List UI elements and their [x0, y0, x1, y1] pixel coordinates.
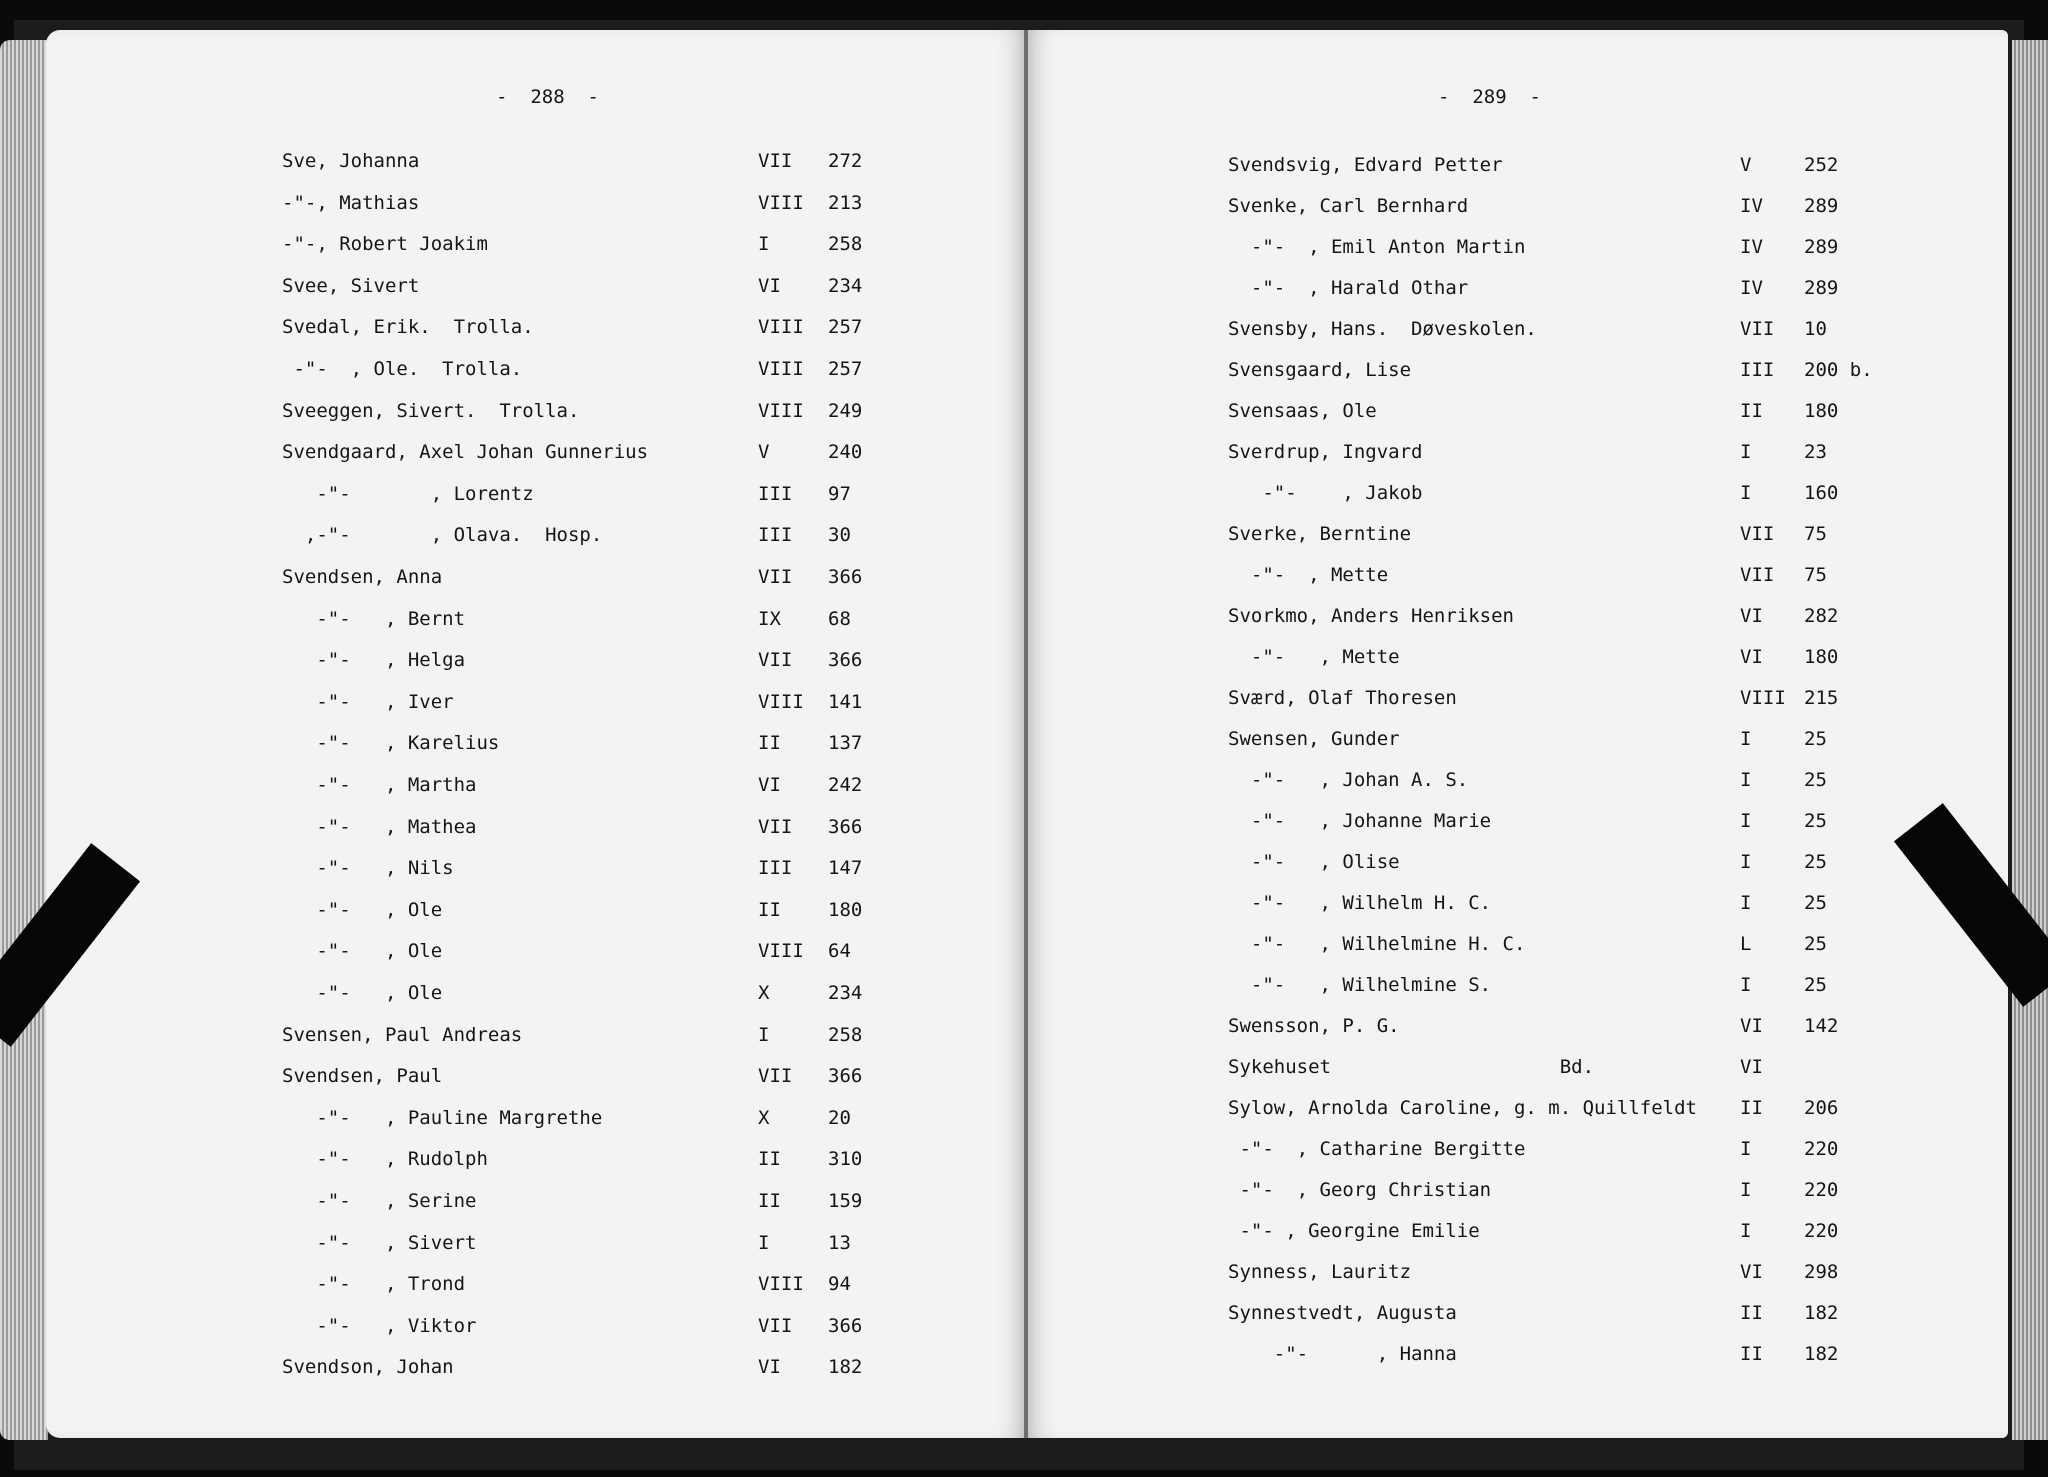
- entry-volume: IV: [1740, 236, 1763, 258]
- entry-page: 64: [828, 940, 851, 963]
- index-entry: [282, 772, 982, 798]
- entry-volume: VIII: [1740, 687, 1786, 709]
- entry-volume: VII: [758, 150, 793, 172]
- entry-page: 10: [1804, 318, 1827, 340]
- entry-volume: VI: [758, 1356, 781, 1379]
- entry-volume: VI: [1740, 605, 1763, 627]
- index-entry: [1228, 1341, 1968, 1367]
- entry-page: 206: [1804, 1097, 1839, 1119]
- entry-page: 25: [1804, 933, 1827, 955]
- entry-name: -"- , Karelius: [282, 732, 500, 755]
- index-entry: [1228, 767, 1968, 793]
- entry-page: 220: [1804, 1220, 1839, 1242]
- entry-volume: VII: [758, 649, 793, 672]
- entry-page: 240: [828, 441, 863, 464]
- entry-page: 137: [828, 732, 863, 755]
- entry-volume: I: [758, 1231, 770, 1254]
- entry-volume: II: [758, 732, 781, 755]
- right-page: [1028, 30, 2008, 1438]
- entry-name: -"- , Wilhelmine S.: [1228, 974, 1492, 996]
- entry-name: -"- , Georg Christian: [1228, 1179, 1492, 1201]
- entry-name: ,-"- , Olava. Hosp.: [282, 524, 603, 547]
- entry-page: 310: [828, 1148, 863, 1171]
- entry-volume: VI: [1740, 1261, 1763, 1283]
- entry-page: 200 b.: [1804, 359, 1873, 381]
- entry-volume: IV: [1740, 277, 1763, 299]
- entry-page: 75: [1804, 564, 1827, 586]
- entry-name: -"- , Johanne Marie: [1228, 810, 1492, 832]
- entry-name: Synness, Lauritz: [1228, 1261, 1412, 1283]
- entry-page: 147: [828, 857, 863, 880]
- entry-name: -"- , Rudolph: [282, 1148, 488, 1171]
- index-entry: [282, 730, 982, 756]
- entry-page: 272: [828, 150, 863, 172]
- entry-volume: I: [1740, 810, 1752, 832]
- index-entry: [282, 439, 982, 465]
- entry-page: 13: [828, 1231, 851, 1254]
- entry-volume: VIII: [758, 1273, 804, 1296]
- entry-name: -"- , Mette: [1228, 646, 1400, 668]
- entry-name: Svenke, Carl Bernhard: [1228, 195, 1469, 217]
- entry-name: Sverke, Berntine: [1228, 523, 1412, 545]
- index-entry: [1228, 931, 1968, 957]
- index-entry: [1228, 685, 1968, 711]
- entry-page: 25: [1804, 769, 1827, 791]
- entry-name: -"- , Wilhelmine H. C.: [1228, 933, 1526, 955]
- entry-page: 97: [828, 482, 851, 505]
- index-entry: [282, 980, 982, 1006]
- index-entry: [1228, 849, 1968, 875]
- index-entry: [1228, 972, 1968, 998]
- entry-volume: VI: [1740, 1056, 1763, 1078]
- entry-page: 94: [828, 1273, 851, 1296]
- entry-volume: VII: [758, 1065, 793, 1088]
- entry-volume: II: [758, 898, 781, 921]
- index-entry: [1228, 1136, 1968, 1162]
- index-entry: [1228, 1300, 1968, 1326]
- entry-page: 25: [1804, 851, 1827, 873]
- entry-name: -"-, Mathias: [282, 191, 420, 214]
- index-entry: [1228, 562, 1968, 588]
- entry-name: -"- , Pauline Margrethe: [282, 1106, 603, 1129]
- page-number: - 289 -: [1438, 86, 1541, 108]
- page-edges-right: [2012, 40, 2048, 1440]
- entry-volume: VII: [1740, 564, 1775, 586]
- entry-name: -"- , Johan A. S.: [1228, 769, 1469, 791]
- index-entry: [1228, 808, 1968, 834]
- entry-page: 366: [828, 1314, 863, 1337]
- entry-name: -"- , Catharine Bergitte: [1228, 1138, 1526, 1160]
- entry-volume: IV: [1740, 195, 1763, 217]
- entry-volume: L: [1740, 933, 1752, 955]
- entry-name: -"- , Nils: [282, 857, 454, 880]
- entry-volume: I: [1740, 769, 1752, 791]
- entry-page: 25: [1804, 974, 1827, 996]
- entry-volume: VIII: [758, 690, 804, 713]
- entry-name: -"- , Lorentz: [282, 482, 534, 505]
- entry-page: 25: [1804, 728, 1827, 750]
- index-entry: [1228, 644, 1968, 670]
- index-entry: [282, 564, 982, 590]
- entry-page: 234: [828, 982, 863, 1004]
- index-entry: [1228, 193, 1968, 219]
- index-entry: [1228, 439, 1968, 465]
- entry-page: 258: [828, 233, 863, 256]
- entry-page: 182: [1804, 1343, 1839, 1365]
- entry-name: Sykehuset Bd.: [1228, 1056, 1595, 1078]
- entry-name: Svendgaard, Axel Johan Gunnerius: [282, 441, 649, 464]
- entry-name: Sveeggen, Sivert. Trolla.: [282, 399, 580, 422]
- entry-page: 182: [828, 1356, 863, 1379]
- entry-name: -"- , Helga: [282, 649, 466, 672]
- entry-name: Svendsen, Paul: [282, 1065, 443, 1088]
- entry-name: Synnestvedt, Augusta: [1228, 1302, 1457, 1324]
- entry-page: 159: [828, 1190, 863, 1212]
- entry-page: 141: [828, 690, 863, 713]
- index-entry: [282, 1105, 982, 1131]
- entry-page: 215: [1804, 687, 1839, 709]
- index-entry: [1228, 1177, 1968, 1203]
- entry-volume: VI: [1740, 1015, 1763, 1037]
- index-entry: [282, 148, 982, 174]
- index-entry: [1228, 603, 1968, 629]
- index-entry: [1228, 275, 1968, 301]
- entry-page: 180: [1804, 646, 1839, 668]
- entry-volume: I: [1740, 482, 1752, 504]
- entry-page: 366: [828, 1065, 863, 1088]
- entry-name: Svensen, Paul Andreas: [282, 1023, 523, 1046]
- entry-volume: I: [758, 233, 770, 256]
- entry-name: -"- , Sivert: [282, 1231, 477, 1254]
- entry-page: 68: [828, 607, 851, 630]
- entry-volume: I: [758, 1023, 770, 1046]
- index-entry: [282, 855, 982, 881]
- entry-name: -"- , Bernt: [282, 607, 466, 630]
- entry-volume: I: [1740, 1179, 1752, 1201]
- entry-volume: X: [758, 982, 770, 1004]
- index-entry: [282, 814, 982, 840]
- index-entry: [1228, 480, 1968, 506]
- entry-page: 298: [1804, 1261, 1839, 1283]
- entry-name: Svendsen, Anna: [282, 566, 443, 588]
- index-entry: [1228, 1218, 1968, 1244]
- entry-name: Svensaas, Ole: [1228, 400, 1377, 422]
- entry-volume: VIII: [758, 358, 804, 380]
- index-entry: [1228, 398, 1968, 424]
- index-entry: [282, 1271, 982, 1297]
- index-entry: [282, 1230, 982, 1256]
- entry-page: 75: [1804, 523, 1827, 545]
- entry-page: 282: [1804, 605, 1839, 627]
- left-page: [46, 30, 1024, 1438]
- entry-name: Svensby, Hans. Døveskolen.: [1228, 318, 1537, 340]
- index-entry: [1228, 1054, 1968, 1080]
- index-entry: [282, 522, 982, 548]
- entry-page: 366: [828, 815, 863, 838]
- entry-name: -"- , Ole. Trolla.: [282, 358, 523, 380]
- entry-page: 23: [1804, 441, 1827, 463]
- entry-page: 289: [1804, 277, 1839, 299]
- entry-volume: II: [758, 1190, 781, 1212]
- entry-volume: III: [758, 857, 793, 880]
- entry-volume: I: [1740, 974, 1752, 996]
- entry-volume: II: [1740, 400, 1763, 422]
- entry-volume: VII: [758, 1314, 793, 1337]
- entry-name: Swensen, Gunder: [1228, 728, 1400, 750]
- index-entry: [1228, 1095, 1968, 1121]
- entry-name: Sværd, Olaf Thoresen: [1228, 687, 1457, 709]
- entry-page: 142: [1804, 1015, 1839, 1037]
- entry-name: -"- , Ole: [282, 898, 443, 921]
- index-entry: [282, 1313, 982, 1339]
- entry-volume: V: [1740, 154, 1752, 176]
- entry-volume: VI: [758, 274, 781, 297]
- entry-page: 289: [1804, 195, 1839, 217]
- entry-name: Svendson, Johan: [282, 1356, 454, 1379]
- entry-volume: I: [1740, 441, 1752, 463]
- index-entry: [1228, 1013, 1968, 1039]
- index-entry: [282, 190, 982, 216]
- entry-name: -"- , Martha: [282, 774, 477, 796]
- index-entry: [282, 398, 982, 424]
- entry-volume: I: [1740, 728, 1752, 750]
- entry-volume: III: [1740, 359, 1775, 381]
- index-entry: [1228, 316, 1968, 342]
- entry-page: 213: [828, 191, 863, 214]
- entry-volume: III: [758, 524, 793, 547]
- entry-volume: I: [1740, 892, 1752, 914]
- entry-name: -"- , Hanna: [1228, 1343, 1457, 1365]
- index-entry: [282, 356, 982, 382]
- entry-page: 257: [828, 358, 863, 380]
- entry-volume: I: [1740, 1138, 1752, 1160]
- entry-volume: IX: [758, 607, 781, 630]
- entry-volume: VIII: [758, 191, 804, 214]
- index-entry: [282, 314, 982, 340]
- entry-name: -"- , Georgine Emilie: [1228, 1220, 1480, 1242]
- index-entry: [282, 273, 982, 299]
- entry-name: Svorkmo, Anders Henriksen: [1228, 605, 1514, 627]
- entry-page: 257: [828, 316, 863, 339]
- index-entry: [282, 1188, 982, 1214]
- entry-name: Sve, Johanna: [282, 150, 420, 172]
- entry-page: 220: [1804, 1138, 1839, 1160]
- entry-volume: II: [1740, 1302, 1763, 1324]
- entry-page: 30: [828, 524, 851, 547]
- entry-volume: II: [1740, 1343, 1763, 1365]
- entry-volume: VIII: [758, 316, 804, 339]
- entry-volume: V: [758, 441, 770, 464]
- index-entry: [1228, 726, 1968, 752]
- entry-volume: II: [758, 1148, 781, 1171]
- entry-name: -"- , Harald Othar: [1228, 277, 1469, 299]
- entry-volume: II: [1740, 1097, 1763, 1119]
- entry-name: Sylow, Arnolda Caroline, g. m. Quillfeldt: [1228, 1097, 1697, 1119]
- entry-volume: I: [1740, 1220, 1752, 1242]
- entry-name: Svee, Sivert: [282, 274, 420, 297]
- entry-name: Svendsvig, Edvard Petter: [1228, 154, 1503, 176]
- entry-page: 182: [1804, 1302, 1839, 1324]
- entry-name: -"- , Wilhelm H. C.: [1228, 892, 1492, 914]
- index-entry: [1228, 357, 1968, 383]
- index-entry: [282, 897, 982, 923]
- entry-page: 366: [828, 566, 863, 588]
- entry-name: -"- , Ole: [282, 940, 443, 963]
- entry-name: -"- , Serine: [282, 1190, 477, 1212]
- entry-page: 366: [828, 649, 863, 672]
- entry-page: 180: [828, 898, 863, 921]
- entry-name: Svensgaard, Lise: [1228, 359, 1412, 381]
- entry-page: 242: [828, 774, 863, 796]
- index-entry: [282, 938, 982, 964]
- entry-volume: VI: [758, 774, 781, 796]
- entry-volume: I: [1740, 851, 1752, 873]
- entry-page: 252: [1804, 154, 1839, 176]
- entry-volume: III: [758, 482, 793, 505]
- entry-name: Swensson, P. G.: [1228, 1015, 1400, 1037]
- entry-page: 20: [828, 1106, 851, 1129]
- index-entry: [1228, 234, 1968, 260]
- index-entry: [282, 689, 982, 715]
- entry-name: -"- , Jakob: [1228, 482, 1423, 504]
- entry-name: Sverdrup, Ingvard: [1228, 441, 1423, 463]
- entry-page: 258: [828, 1023, 863, 1046]
- entry-name: -"- , Trond: [282, 1273, 466, 1296]
- entry-page: 234: [828, 274, 863, 297]
- index-entry: [282, 231, 982, 257]
- index-entry: [282, 1354, 982, 1380]
- entry-volume: VIII: [758, 399, 804, 422]
- entry-name: Svedal, Erik. Trolla.: [282, 316, 534, 339]
- entry-name: -"- , Iver: [282, 690, 454, 713]
- entry-page: 220: [1804, 1179, 1839, 1201]
- entry-volume: VI: [1740, 646, 1763, 668]
- entry-name: -"- , Viktor: [282, 1314, 477, 1337]
- entry-page: 160: [1804, 482, 1839, 504]
- entry-page: 25: [1804, 892, 1827, 914]
- entry-volume: VII: [758, 815, 793, 838]
- page-number: - 288 -: [496, 86, 599, 108]
- index-entry: [1228, 521, 1968, 547]
- entry-name: -"- , Ole: [282, 982, 443, 1004]
- index-entry: [282, 1146, 982, 1172]
- index-entry: [282, 481, 982, 507]
- entry-name: -"- , Emil Anton Martin: [1228, 236, 1526, 258]
- entry-page: 289: [1804, 236, 1839, 258]
- index-entry: [1228, 890, 1968, 916]
- entry-name: -"- , Mette: [1228, 564, 1389, 586]
- index-entry: [282, 647, 982, 673]
- entry-name: -"-, Robert Joakim: [282, 233, 488, 256]
- entry-volume: VII: [1740, 318, 1775, 340]
- entry-name: -"- , Olise: [1228, 851, 1400, 873]
- entry-page: 25: [1804, 810, 1827, 832]
- page-edges-left: [0, 40, 48, 1440]
- index-entry: [1228, 152, 1968, 178]
- index-entry: [1228, 1259, 1968, 1285]
- index-entry: [282, 1022, 982, 1048]
- entry-volume: VIII: [758, 940, 804, 963]
- index-entry: [282, 606, 982, 632]
- entry-volume: VII: [1740, 523, 1775, 545]
- entry-page: 249: [828, 399, 863, 422]
- entry-page: 180: [1804, 400, 1839, 422]
- entry-volume: VII: [758, 566, 793, 588]
- index-entry: [282, 1063, 982, 1089]
- entry-volume: X: [758, 1106, 770, 1129]
- entry-name: -"- , Mathea: [282, 815, 477, 838]
